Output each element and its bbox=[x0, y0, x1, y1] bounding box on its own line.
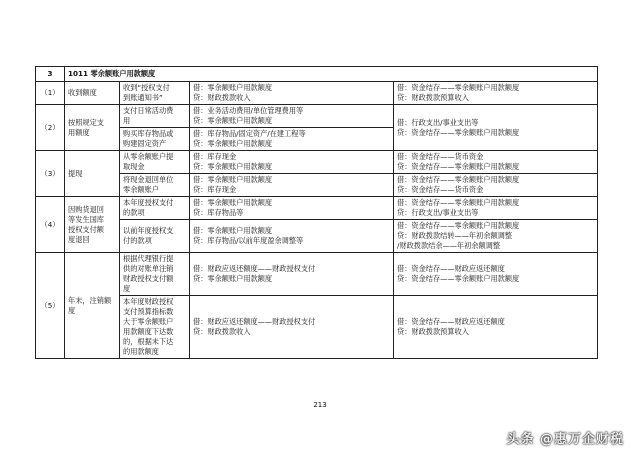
finance-accounting-entry: 借：资金结存——零余额账户用款额度 贷：财政拨款预算收入 bbox=[394, 82, 598, 105]
entry-subcase: 本年度财政授权 支付预算指标数 大于零余额账户 用款额度下达数 的，根据未下达 的用款额度 bbox=[120, 296, 190, 359]
budget-accounting-entry: 借：零余额账户用款额度 贷：财政拨款收入 bbox=[190, 82, 394, 105]
budget-accounting-entry: 借：零余额账户用款额度 贷：库存物品等 bbox=[190, 197, 394, 220]
entry-item: 收到额度 bbox=[65, 82, 120, 105]
entry-number: （2） bbox=[36, 105, 65, 151]
entry-subcase: 购买库存物品或 购建固定资产 bbox=[120, 128, 190, 151]
table-row bbox=[36, 174, 598, 197]
entry-subcase: 从零余额账户提 取现金 bbox=[120, 151, 190, 174]
table-row bbox=[36, 220, 598, 253]
section-title: 1011 零余额账户用款额度 bbox=[65, 67, 598, 82]
table-row bbox=[36, 105, 598, 128]
entry-subcase: 本年度授权支付 的款项 bbox=[120, 197, 190, 220]
budget-accounting-entry: 借：财政应返还额度——财政授权支付 贷：财政拨款收入 bbox=[190, 296, 394, 359]
entry-number: （4） bbox=[36, 197, 65, 253]
accounting-table bbox=[35, 66, 598, 359]
table-row bbox=[36, 296, 598, 359]
finance-accounting-entry: 借：资金结存——财政应返还额度 贷：财政拨款预算收入 bbox=[394, 296, 598, 359]
entry-item: 按照规定支 用额度 bbox=[65, 105, 120, 151]
budget-accounting-entry: 借：财政应返还额度——财政授权支付 贷：零余额账户用款额度 bbox=[190, 253, 394, 296]
table-row bbox=[36, 151, 598, 174]
entry-subcase: 将现金退回单位 零余额账户 bbox=[120, 174, 190, 197]
entry-number: （3） bbox=[36, 151, 65, 197]
entry-subcase: 收到“授权支付 到账通知书” bbox=[120, 82, 190, 105]
budget-accounting-entry: 借：零余额账户用款额度 贷：库存物品/以前年度盈余调整等 bbox=[190, 220, 394, 253]
section-header-row bbox=[36, 67, 598, 82]
finance-accounting-entry: 借：资金结存——零余额账户用款额度 贷：财政拨款结转——年初余额调整 /财政拨款结余——年初余额调整 bbox=[394, 220, 598, 253]
table-row bbox=[36, 197, 598, 220]
finance-accounting-entry: 借：资金结存——货币资金 贷：资金结存——零余额账户用款额度 bbox=[394, 151, 598, 174]
entry-subcase: 以前年度授权支 付的款项 bbox=[120, 220, 190, 253]
finance-accounting-entry: 借：行政支出/事业支出等 贷：资金结存——零余额账户用款额度 bbox=[394, 105, 598, 151]
table-row bbox=[36, 253, 598, 296]
entry-number: （5） bbox=[36, 253, 65, 359]
budget-accounting-entry: 借：库存现金 贷：零余额账户用款额度 bbox=[190, 151, 394, 174]
entry-item: 提现 bbox=[65, 151, 120, 197]
table-row bbox=[36, 82, 598, 105]
budget-accounting-entry: 借：库存物品/固定资产/在建工程等 贷：零余额账户用款额度 bbox=[190, 128, 394, 151]
entry-subcase: 根据代理银行提 供的对账单注销 财政授权支付额 度 bbox=[120, 253, 190, 296]
page-number: 213 bbox=[313, 401, 327, 409]
entry-item: 年末，注销额 度 bbox=[65, 253, 120, 359]
entry-number: （1） bbox=[36, 82, 65, 105]
finance-accounting-entry: 借：资金结存——零余额账户用款额度 贷：资金结存——货币资金 bbox=[394, 174, 598, 197]
budget-accounting-entry: 借：零余额账户用款额度 贷：库存现金 bbox=[190, 174, 394, 197]
watermark-logo: 头条 @惠万企财税 bbox=[506, 432, 624, 447]
entry-item: 因购货退回 等发生国库 授权支付额 度退回 bbox=[65, 197, 120, 253]
finance-accounting-entry: 借：资金结存——财政应返还额度 贷：资金结存——零余额账户用款额度 bbox=[394, 253, 598, 296]
entry-subcase: 支付日常活动费 用 bbox=[120, 105, 190, 128]
section-number: 3 bbox=[36, 67, 65, 82]
finance-accounting-entry: 借：资金结存——零余额账户用款额度 贷：行政支出/事业支出等 bbox=[394, 197, 598, 220]
budget-accounting-entry: 借：业务活动费用/单位管理费用等 贷：零余额账户用款额度 bbox=[190, 105, 394, 128]
